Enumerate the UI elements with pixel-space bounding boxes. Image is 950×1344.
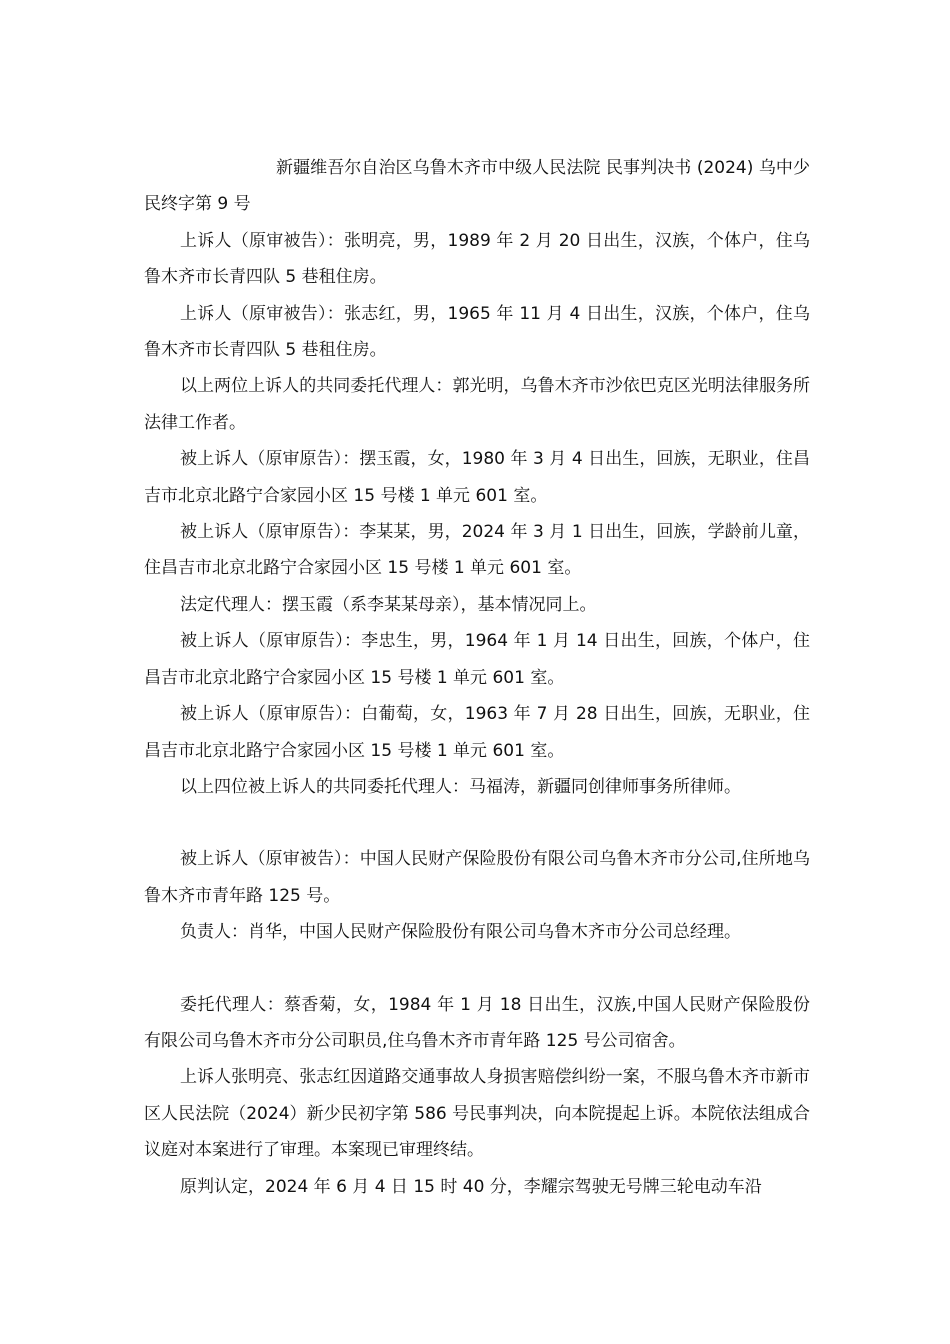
blank-line <box>144 951 810 987</box>
paragraph-person-in-charge: 负责人：肖华，中国人民财产保险股份有限公司乌鲁木齐市分公司总经理。 <box>180 922 741 943</box>
paragraph-appellant-agent: 以上两位上诉人的共同委托代理人：郭光明，乌鲁木齐市沙依巴克区光明法律服务所法律工作者。 <box>144 376 810 433</box>
paragraph-appellee-insurer: 被上诉人（原审被告）：中国人民财产保险股份有限公司乌鲁木齐市分公司,住所地乌鲁木齐市青年路 125 号。 <box>144 849 810 906</box>
paragraph-appellant-2: 上诉人（原审被告）：张志红，男，1965 年 11 月 4 日出生，汉族，个体户，住乌鲁木齐市长青四队 5 巷租住房。 <box>144 303 810 361</box>
paragraph-appellee-1: 被上诉人（原审原告）：摆玉霞，女，1980 年 3 月 4 日出生，回族，无职业，住昌吉市北京北路宁合家园小区 15 号楼 1 单元 601 室。 <box>144 449 810 506</box>
paragraph-original-finding: 原判认定，2024 年 6 月 4 日 15 时 40 分，李耀宗驾驶无号牌三轮电动车沿 <box>180 1176 762 1197</box>
paragraph-appellee-3: 被上诉人（原审原告）：李忠生，男，1964 年 1 月 14 日出生，回族，个体户，住昌吉市北京北路宁合家园小区 15 号楼 1 单元 601 室。 <box>144 631 810 688</box>
paragraph-case-summary: 上诉人张明亮、张志红因道路交通事故人身损害赔偿纠纷一案，不服乌鲁木齐市新市区人民法院（2024）新少民初字第 586 号民事判决，向本院提起上诉。本院依法组成合议庭对本案进行了审理。本案现已审理终结。 <box>144 1067 810 1161</box>
paragraph-appellee-2: 被上诉人（原审原告）：李某某，男，2024 年 3 月 1 日出生，回族，学龄前儿童，住昌吉市北京北路宁合家园小区 15 号楼 1 单元 601 室。 <box>144 522 810 579</box>
paragraph-appellant-1: 上诉人（原审被告）：张明亮，男，1989 年 2 月 20 日出生，汉族，个体户，住乌鲁木齐市长青四队 5 巷租住房。 <box>144 230 810 288</box>
paragraph-legal-representative: 法定代理人：摆玉霞（系李某某母亲），基本情况同上。 <box>180 594 597 615</box>
paragraph-appellee-agent: 以上四位被上诉人的共同委托代理人：马福涛，新疆同创律师事务所律师。 <box>180 776 741 797</box>
blank-line <box>144 805 810 841</box>
paragraph-appellee-4: 被上诉人（原审原告）：白葡萄，女，1963 年 7 月 28 日出生，回族，无职业，住昌吉市北京北路宁合家园小区 15 号楼 1 单元 601 室。 <box>144 704 810 761</box>
document-title: 新疆维吾尔自治区乌鲁木齐市中级人民法院 民事判决书 (2024) 乌中少民终字第 9 号 <box>144 158 810 215</box>
paragraph-insurer-agent: 委托代理人：蔡香菊，女，1984 年 1 月 18 日出生，汉族,中国人民财产保险股份有限公司乌鲁木齐市分公司职员,住乌鲁木齐市青年路 125 号公司宿舍。 <box>144 994 810 1051</box>
